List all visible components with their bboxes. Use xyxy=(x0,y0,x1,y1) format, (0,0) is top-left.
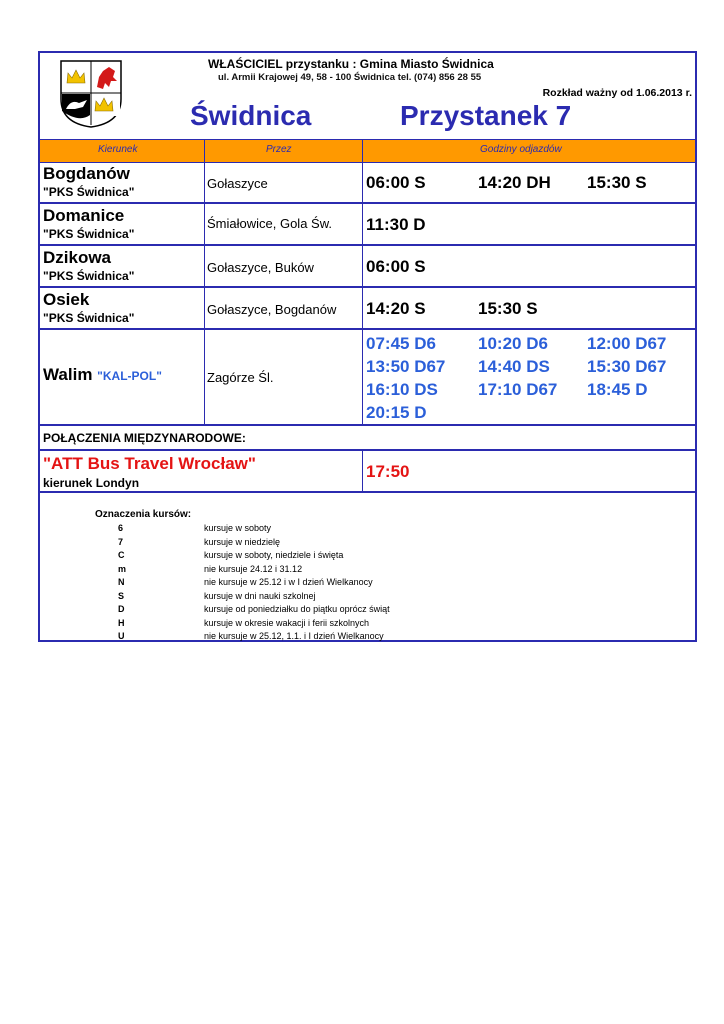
legend-code: C xyxy=(118,550,125,560)
departure-time: 15:30 S xyxy=(587,173,647,192)
legend-description: kursuje w soboty xyxy=(204,523,272,533)
route-carrier: "PKS Świdnica" xyxy=(43,227,135,241)
route-carrier: "PKS Świdnica" xyxy=(43,185,135,199)
route-row xyxy=(40,246,695,288)
legend-item xyxy=(40,564,695,577)
departure-time: 14:20 DH xyxy=(478,173,551,192)
departure-time: 07:45 D6 xyxy=(366,334,436,353)
legend-code: N xyxy=(118,577,125,587)
column-via: Przez xyxy=(266,144,292,155)
legend-item xyxy=(40,631,695,644)
legend-description: kursuje w soboty, niedziele i święta xyxy=(204,550,344,560)
departure-time: 06:00 S xyxy=(366,173,426,192)
legend-description: kursuje od poniedziałku do piątku oprócz świąt xyxy=(204,604,390,614)
departure-time: 15:30 S xyxy=(478,299,538,318)
stop-owner: WŁAŚCICIEL przystanku : Gmina Miasto Świdnica xyxy=(208,57,494,71)
departure-time: 10:20 D6 xyxy=(478,334,548,353)
route-row xyxy=(40,162,695,204)
legend-item xyxy=(40,618,695,631)
legend-code: U xyxy=(118,631,125,641)
route-carrier: "KAL-POL" xyxy=(97,369,162,383)
route-destination: Dzikowa xyxy=(43,248,112,267)
departure-time: 16:10 DS xyxy=(366,380,438,399)
legend-code: D xyxy=(118,604,125,614)
legend-item xyxy=(40,537,695,550)
departure-time: 20:15 D xyxy=(366,403,427,422)
route-via: Gołaszyce xyxy=(207,176,268,191)
route-destination-with-carrier xyxy=(43,365,162,385)
owner-address: ul. Armii Krajowej 49, 58 - 100 Świdnica tel. (074) 856 28 55 xyxy=(218,72,482,83)
departure-time: 13:50 D67 xyxy=(366,357,446,376)
route-via: Gołaszyce, Bogdanów xyxy=(207,302,337,317)
divider xyxy=(204,140,205,162)
timetable-sheet xyxy=(38,51,697,642)
divider xyxy=(362,140,363,162)
route-destination: Domanice xyxy=(43,206,125,225)
legend-description: nie kursuje 24.12 i 31.12 xyxy=(204,564,303,574)
departure-time: 17:10 D67 xyxy=(478,380,558,399)
departure-time: 11:30 D xyxy=(366,215,426,234)
departure-time: 06:00 S xyxy=(366,257,426,276)
international-title: POŁĄCZENIA MIĘDZYNARODOWE: xyxy=(43,431,246,445)
route-via: Śmiałowice, Gola Św. xyxy=(207,216,332,231)
departure-time: 15:30 D67 xyxy=(587,357,667,376)
legend-description: nie kursuje w 25.12 i w I dzień Wielkanocy xyxy=(204,577,373,587)
legend-code: H xyxy=(118,618,125,628)
stop-title: Przystanek 7 xyxy=(400,100,572,131)
valid-from: Rozkład ważny od 1.06.2013 r. xyxy=(542,87,692,99)
legend-description: kursuje w niedzielę xyxy=(204,537,281,547)
route-row xyxy=(40,330,695,426)
departure-time: 18:45 D xyxy=(587,380,648,399)
route-row xyxy=(40,204,695,246)
column-direction: Kierunek xyxy=(98,144,138,155)
departure-time: 14:40 DS xyxy=(478,357,550,376)
route-via: Gołaszyce, Buków xyxy=(207,260,314,275)
international-carrier: "ATT Bus Travel Wrocław" xyxy=(43,454,256,473)
legend-item xyxy=(40,604,695,617)
legend-description: kursuje w okresie wakacji i ferii szkolnych xyxy=(204,618,370,628)
legend-item xyxy=(40,550,695,563)
legend-item xyxy=(40,591,695,604)
legend-code: m xyxy=(118,564,127,574)
coat-of-arms-icon xyxy=(59,59,123,129)
route-via: Zagórze Śl. xyxy=(207,370,274,385)
international-direction: kierunek Londyn xyxy=(43,476,140,490)
route-carrier: "PKS Świdnica" xyxy=(43,311,135,325)
departure-time: 12:00 D67 xyxy=(587,334,667,353)
route-carrier: "PKS Świdnica" xyxy=(43,269,135,283)
legend-description: kursuje w dni nauki szkolnej xyxy=(204,591,316,601)
departure-time: 17:50 xyxy=(366,462,410,481)
legend-code: 6 xyxy=(118,523,124,533)
international-row xyxy=(40,451,695,493)
route-destination: Osiek xyxy=(43,290,90,309)
international-header xyxy=(40,426,695,451)
route-destination: Walim xyxy=(43,365,93,384)
column-header-bar xyxy=(40,139,695,163)
legend-code: 7 xyxy=(118,537,124,547)
legend-item xyxy=(40,523,695,536)
departure-time: 14:20 S xyxy=(366,299,426,318)
legend-description: nie kursuje w 25.12, 1.1. i I dzień Wielkanocy xyxy=(204,631,384,641)
legend-item xyxy=(40,577,695,590)
route-destination: Bogdanów xyxy=(43,164,130,183)
legend-code: S xyxy=(118,591,125,601)
route-row xyxy=(40,288,695,330)
city-title: Świdnica xyxy=(190,100,312,131)
legend-title: Oznaczenia kursów: xyxy=(95,509,192,520)
column-times: Godziny odjazdów xyxy=(480,144,562,155)
